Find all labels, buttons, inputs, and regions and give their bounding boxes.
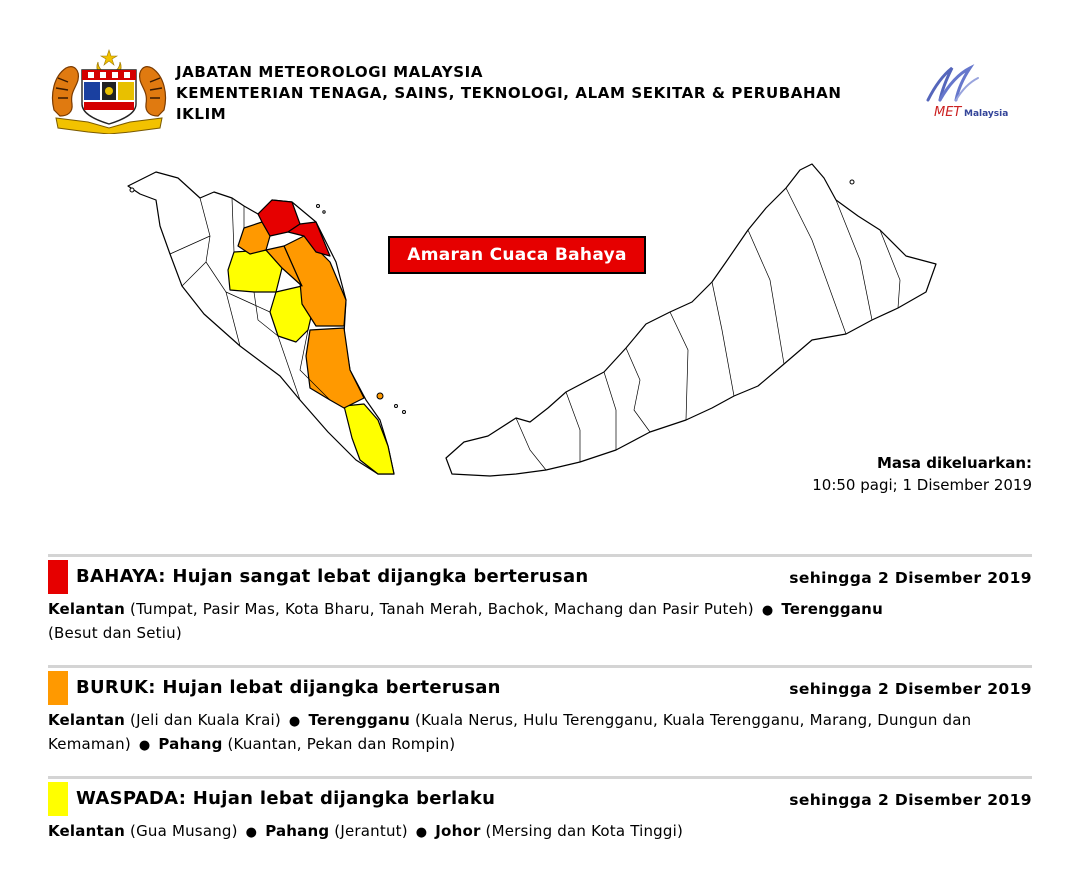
bullet-separator: ● xyxy=(761,603,774,618)
ministry-name-line1: KEMENTERIAN TENAGA, SAINS, TEKNOLOGI, ALAM SEKITAR & PERUBAHAN xyxy=(176,84,842,102)
swatch-buruk xyxy=(48,671,68,705)
state-name: Terengganu xyxy=(781,600,883,618)
state-name: Kelantan xyxy=(48,600,126,618)
bullet-separator: ● xyxy=(138,738,151,753)
met-malaysia-logo xyxy=(912,62,1032,122)
swatch-waspada xyxy=(48,782,68,816)
state-name: Pahang xyxy=(265,822,330,840)
district-list: (Kuala Nerus, Hulu Terengganu, Kuala Terengganu, Marang, Dungun dan Kemaman) xyxy=(48,711,972,753)
ministry-name-line2: IKLIM xyxy=(176,105,227,123)
state-name: Kelantan xyxy=(48,711,126,729)
state-name: Kelantan xyxy=(48,822,126,840)
areas-bahaya xyxy=(48,598,1036,644)
state-name: Terengganu xyxy=(308,711,411,729)
issued-time-value: 10:50 pagi; 1 Disember 2019 xyxy=(812,476,1032,494)
state-name: Johor xyxy=(435,822,481,840)
logo-met-text: MET xyxy=(934,105,962,120)
section-until-buruk: sehingga 2 Disember 2019 xyxy=(789,680,1032,698)
state-name: Pahang xyxy=(158,735,223,753)
swatch-bahaya xyxy=(48,560,68,594)
section-divider xyxy=(48,665,1032,668)
areas-buruk xyxy=(48,709,1036,757)
org-name: JABATAN METEOROLOGI MALAYSIA xyxy=(176,63,484,81)
malaysia-warning-map xyxy=(110,150,990,510)
logo-malaysia-text: Malaysia xyxy=(964,109,1009,119)
coat-of-arms-icon xyxy=(48,48,170,134)
district-list: (Gua Musang) xyxy=(130,822,238,840)
bullet-separator: ● xyxy=(415,825,428,840)
areas-waspada xyxy=(48,820,1036,844)
district-list: (Jeli dan Kuala Krai) xyxy=(130,711,281,729)
sabah-sarawak xyxy=(446,164,936,476)
district-list: (Mersing dan Kota Tinggi) xyxy=(485,822,684,840)
section-title-buruk: BURUK: Hujan lebat dijangka berterusan xyxy=(76,677,501,698)
district-list: (Kuantan, Pekan dan Rompin) xyxy=(227,735,456,753)
section-title-waspada: WASPADA: Hujan lebat dijangka berlaku xyxy=(76,788,496,809)
bullet-separator: ● xyxy=(288,714,301,729)
district-list: (Tumpat, Pasir Mas, Kota Bharu, Tanah Merah, Bachok, Machang dan Pasir Puteh) xyxy=(130,600,754,618)
district-list: (Besut dan Setiu) xyxy=(48,624,182,642)
issued-time-label: Masa dikeluarkan: xyxy=(876,454,1032,472)
map-title-box: Amaran Cuaca Bahaya xyxy=(388,236,646,274)
section-until-bahaya: sehingga 2 Disember 2019 xyxy=(789,569,1032,587)
section-divider xyxy=(48,776,1032,779)
section-divider xyxy=(48,554,1032,557)
bullet-separator: ● xyxy=(245,825,258,840)
section-title-bahaya: BAHAYA: Hujan sangat lebat dijangka berterusan xyxy=(76,566,589,587)
district-list: (Jerantut) xyxy=(334,822,408,840)
section-until-waspada: sehingga 2 Disember 2019 xyxy=(789,791,1032,809)
